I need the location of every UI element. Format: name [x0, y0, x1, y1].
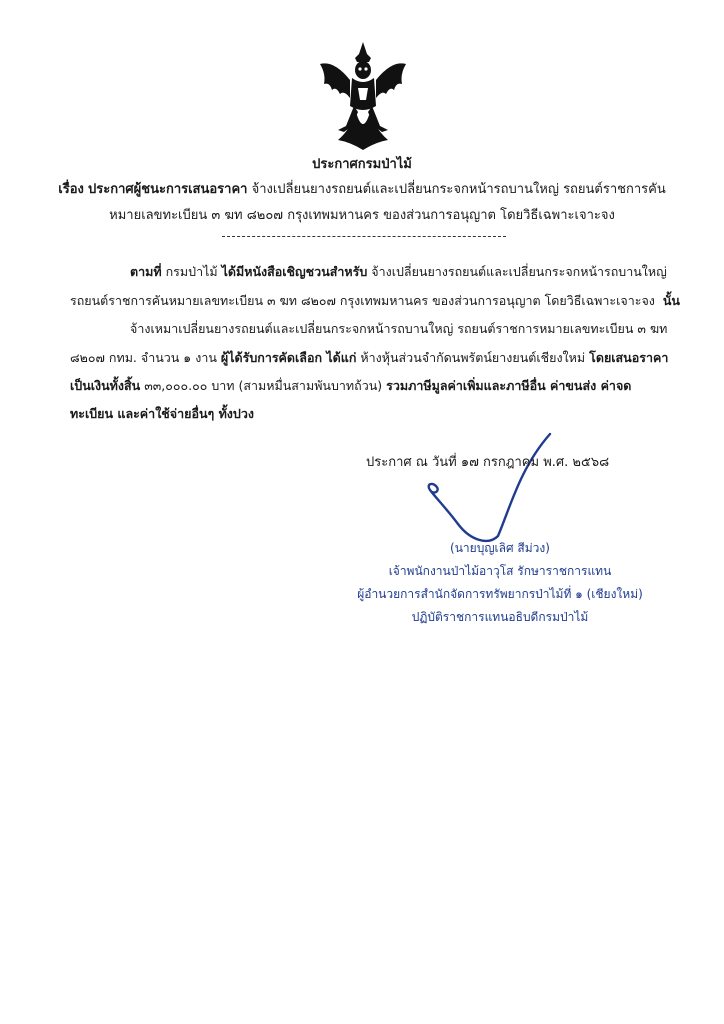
body-line-6: [70, 405, 254, 423]
subject-bold: ประกาศผู้ชนะการเสนอราคา: [88, 182, 248, 197]
subject-line-2: หมายเลขทะเบียน ๓ ฆท ๘๒๐๗ กรุงเทพมหานคร ของส่วนการอนุญาต โดยวิธีเฉพาะเจาะจง: [109, 208, 615, 223]
body-text-bold: เป็นเงินทั้งสิ้น: [70, 378, 141, 393]
body-text-bold: โดยเสนอราคา: [589, 350, 669, 365]
garuda-emblem-icon: [316, 40, 410, 152]
signatory-position-2: ผู้อำนวยการสำนักจัดการทรัพยากรป่าไม้ที่ ๑ (เชียงใหม่): [357, 587, 643, 601]
body-text-bold: รวมภาษีมูลค่าเพิ่มและภาษีอื่น ค่าขนส่ง ค่าจด: [386, 378, 632, 393]
signatory-position-1: เจ้าพนักงานป่าไม้อาวุโส รักษาราชการแทน: [388, 564, 612, 578]
signatory-position-3: ปฏิบัติราชการแทนอธิบดีกรมป่าไม้: [411, 610, 589, 624]
date-line: [366, 454, 609, 472]
body-text: กรมป่าไม้: [165, 264, 218, 279]
document-title: ประกาศกรมป่าไม้: [312, 157, 412, 172]
body-text-bold: ผู้ได้รับการคัดเลือก ได้แก่: [220, 350, 357, 365]
date-prefix: ประกาศ ณ วันที่: [366, 455, 457, 470]
body-line-2: [70, 292, 680, 310]
body-line-3: [130, 320, 667, 338]
body-text-bold: ได้มีหนังสือเชิญชวนสำหรับ: [221, 264, 368, 279]
body-text: จ้างเหมาเปลี่ยนยางรถยนต์และเปลี่ยนกระจกหน้ารถบานใหญ่ รถยนต์ราชการหมายเลขทะเบียน ๓ ฆท: [130, 321, 668, 336]
body-line-1: [130, 263, 667, 281]
subject-line-1: [40, 181, 684, 199]
body-text: จ้างเปลี่ยนยางรถยนต์และเปลี่ยนกระจกหน้ารถบานใหญ่: [371, 264, 667, 279]
body-text: ห้างหุ้นส่วนจำกัดนพรัตน์ยางยนต์เชียงใหม่: [360, 350, 586, 365]
body-line-5: [70, 377, 631, 395]
subject-label: เรื่อง: [58, 182, 84, 197]
dashed-divider: [222, 236, 506, 237]
body-text: ๓๓,๐๐๐.๐๐ บาท (สามหมื่นสามพันบาทถ้วน): [144, 378, 383, 393]
body-text: รถยนต์ราชการคันหมายเลขทะเบียน ๓ ฆท ๘๒๐๗ กรุงเทพมหานคร ของส่วนการอนุญาต โดยวิธีเฉพาะเจาะจง: [70, 293, 655, 308]
body-text: ๘๒๐๗ กทม. จำนวน ๑ งาน: [70, 350, 217, 365]
handwritten-signature: [400, 428, 590, 548]
date-month-year: กรกฎาคม พ.ศ. ๒๕๖๘: [483, 455, 610, 470]
subject-text: จ้างเปลี่ยนยางรถยนต์และเปลี่ยนกระจกหน้ารถบานใหญ่ รถยนต์ราชการคัน: [251, 182, 666, 197]
signatory-name: (นายบุญเลิศ สีม่วง): [450, 541, 550, 555]
body-text-bold: ตามที่: [130, 264, 162, 279]
body-text-bold: นั้น: [662, 293, 680, 308]
body-line-4: [70, 349, 668, 367]
date-day: ๑๗: [460, 455, 479, 470]
body-text-bold: ทะเบียน และค่าใช้จ่ายอื่นๆ ทั้งปวง: [70, 406, 254, 421]
